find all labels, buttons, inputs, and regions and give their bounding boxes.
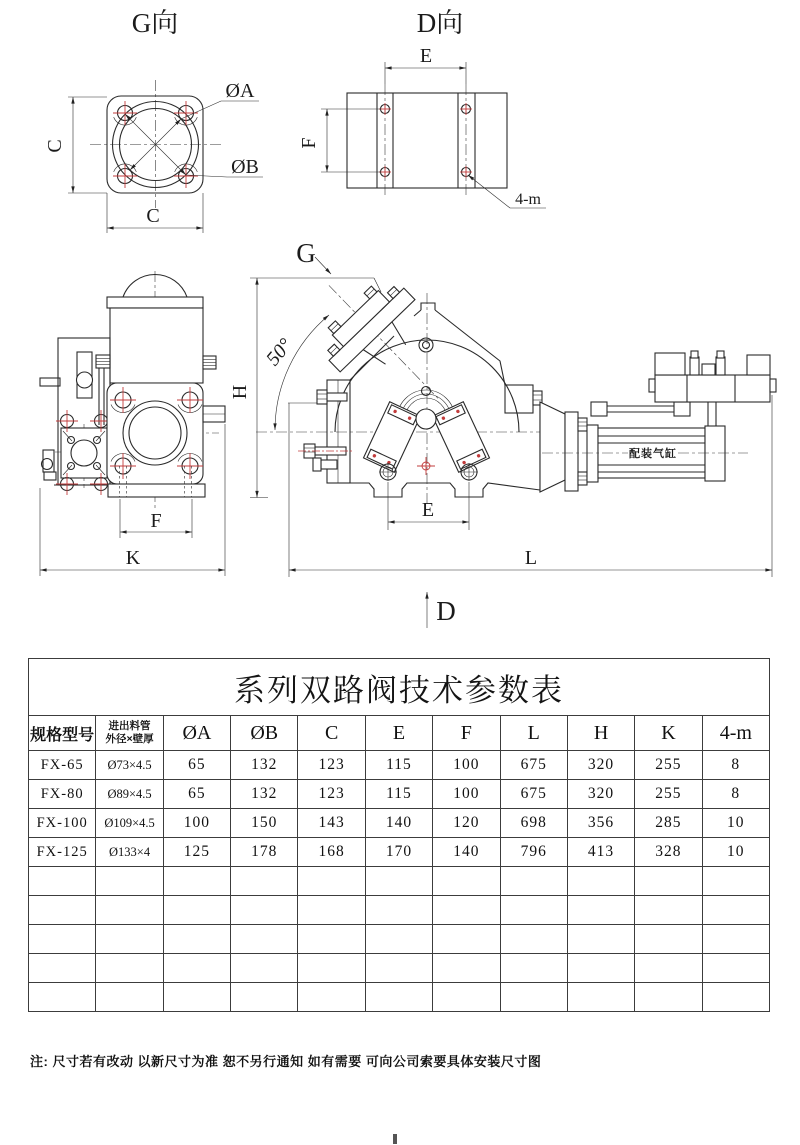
empty-cell xyxy=(96,925,163,954)
empty-cell xyxy=(567,867,634,896)
table-cell: 10 xyxy=(702,838,769,867)
spec-table xyxy=(28,658,770,1012)
g-view-title: G向 xyxy=(131,8,179,38)
table-cell: 100 xyxy=(163,809,230,838)
empty-cell xyxy=(702,925,769,954)
dim-f-side: F xyxy=(298,137,320,149)
table-cell: 140 xyxy=(433,838,500,867)
empty-cell xyxy=(163,896,230,925)
empty-cell xyxy=(365,954,432,983)
base-plate xyxy=(108,484,205,497)
mounting-plate xyxy=(565,412,578,491)
empty-cell xyxy=(298,896,365,925)
empty-cell xyxy=(163,925,230,954)
table-cell: FX-100 xyxy=(29,809,96,838)
table-cell: 285 xyxy=(635,809,702,838)
valve-manifold xyxy=(649,351,776,402)
empty-cell xyxy=(702,867,769,896)
empty-cell xyxy=(635,954,702,983)
front-view xyxy=(40,271,381,576)
empty-cell xyxy=(433,954,500,983)
empty-cell xyxy=(635,925,702,954)
empty-cell xyxy=(500,983,567,1012)
table-row xyxy=(29,751,770,780)
empty-cell xyxy=(702,983,769,1012)
angle-label: 50° xyxy=(261,334,297,370)
empty-table-row xyxy=(29,983,770,1012)
column-header-pipe: 进出料管 外径×壁厚 xyxy=(96,716,163,751)
empty-cell xyxy=(29,954,96,983)
dim-f-front: F xyxy=(150,510,162,532)
table-cell: 8 xyxy=(702,780,769,809)
cylinder-label: 配装气缸 xyxy=(629,448,677,460)
table-row xyxy=(29,780,770,809)
empty-cell xyxy=(29,925,96,954)
empty-table-row xyxy=(29,867,770,896)
empty-table-row xyxy=(29,954,770,983)
column-header-dim: L xyxy=(500,716,567,751)
empty-cell xyxy=(500,925,567,954)
valve-housing xyxy=(288,303,542,497)
empty-cell xyxy=(365,983,432,1012)
drive-plate xyxy=(61,428,107,478)
empty-cell xyxy=(500,954,567,983)
table-cell: 132 xyxy=(231,780,298,809)
empty-cell xyxy=(163,867,230,896)
table-cell: 115 xyxy=(365,751,432,780)
empty-cell xyxy=(231,867,298,896)
empty-cell xyxy=(298,867,365,896)
table-cell: 255 xyxy=(635,780,702,809)
front-flange xyxy=(107,383,203,484)
table-cell: 125 xyxy=(163,838,230,867)
table-cell: 796 xyxy=(500,838,567,867)
dim-e-side: E xyxy=(421,499,435,521)
table-cell: 100 xyxy=(433,751,500,780)
table-cell: 328 xyxy=(635,838,702,867)
dim-k: K xyxy=(125,547,141,569)
table-cell: Ø89×4.5 xyxy=(96,780,163,809)
empty-cell xyxy=(365,867,432,896)
fold-mark xyxy=(393,1134,397,1144)
table-cell: 698 xyxy=(500,809,567,838)
table-cell: 123 xyxy=(298,751,365,780)
empty-cell xyxy=(500,896,567,925)
table-cell: 115 xyxy=(365,780,432,809)
empty-cell xyxy=(163,954,230,983)
empty-cell xyxy=(29,867,96,896)
table-cell: 123 xyxy=(298,780,365,809)
table-cell: 150 xyxy=(231,809,298,838)
bolt-hole xyxy=(113,101,137,125)
empty-cell xyxy=(635,896,702,925)
empty-cell xyxy=(702,954,769,983)
table-cell: 675 xyxy=(500,780,567,809)
empty-cell xyxy=(433,867,500,896)
view-arrow-d: D xyxy=(436,596,456,626)
empty-cell xyxy=(231,896,298,925)
table-cell: 170 xyxy=(365,838,432,867)
table-cell: FX-80 xyxy=(29,780,96,809)
empty-cell xyxy=(163,983,230,1012)
d-view-title: D向 xyxy=(416,8,464,38)
table-cell: 178 xyxy=(231,838,298,867)
empty-cell xyxy=(365,925,432,954)
dim-h: H xyxy=(229,384,251,400)
dim-c-bottom: C xyxy=(146,205,160,227)
table-cell: FX-65 xyxy=(29,751,96,780)
empty-cell xyxy=(298,925,365,954)
empty-cell xyxy=(298,954,365,983)
table-header-row xyxy=(29,716,770,751)
column-header-dim: ØA xyxy=(163,716,230,751)
table-cell: 65 xyxy=(163,751,230,780)
empty-table-row xyxy=(29,925,770,954)
column-header-dim: F xyxy=(433,716,500,751)
table-cell: Ø109×4.5 xyxy=(96,809,163,838)
table-cell: 356 xyxy=(567,809,634,838)
empty-cell xyxy=(567,896,634,925)
table-cell: 65 xyxy=(163,780,230,809)
table-row xyxy=(29,838,770,867)
table-cell: 8 xyxy=(702,751,769,780)
empty-cell xyxy=(567,983,634,1012)
empty-cell xyxy=(365,896,432,925)
table-cell: Ø133×4 xyxy=(96,838,163,867)
table-title: 系列双路阀技术参数表 xyxy=(29,659,770,716)
empty-cell xyxy=(231,983,298,1012)
empty-table-row xyxy=(29,896,770,925)
table-cell: 413 xyxy=(567,838,634,867)
column-header-dim: H xyxy=(567,716,634,751)
rocker-mechanism xyxy=(363,387,489,482)
footnote: 注: 尺寸若有改动 以新尺寸为准 恕不另行通知 如有需要 可向公司索要具体安装尺寸图 xyxy=(30,1054,542,1069)
empty-cell xyxy=(500,867,567,896)
dim-e-top: E xyxy=(419,45,433,67)
column-header-dim: ØB xyxy=(231,716,298,751)
dim-l: L xyxy=(524,547,538,569)
table-cell: Ø73×4.5 xyxy=(96,751,163,780)
empty-cell xyxy=(635,983,702,1012)
table-cell: 132 xyxy=(231,751,298,780)
empty-cell xyxy=(702,896,769,925)
empty-cell xyxy=(567,954,634,983)
empty-cell xyxy=(29,896,96,925)
view-arrow-g: G xyxy=(296,238,316,268)
bracket-outline xyxy=(347,93,507,188)
table-cell: FX-125 xyxy=(29,838,96,867)
column-header-dim: C xyxy=(298,716,365,751)
table-cell: 320 xyxy=(567,780,634,809)
empty-cell xyxy=(96,867,163,896)
table-cell: 143 xyxy=(298,809,365,838)
column-header-dim: 4-m xyxy=(702,716,769,751)
column-header-model: 规格型号 xyxy=(29,716,96,751)
empty-cell xyxy=(433,925,500,954)
table-cell: 168 xyxy=(298,838,365,867)
table-row xyxy=(29,809,770,838)
empty-cell xyxy=(96,896,163,925)
bolt-hole xyxy=(113,164,137,188)
column-header-dim: E xyxy=(365,716,432,751)
table-cell: 100 xyxy=(433,780,500,809)
empty-cell xyxy=(29,983,96,1012)
table-cell: 140 xyxy=(365,809,432,838)
d-view xyxy=(298,8,546,208)
table-cell: 255 xyxy=(635,751,702,780)
empty-cell xyxy=(298,983,365,1012)
cylinder-assembly xyxy=(540,351,776,492)
empty-cell xyxy=(433,983,500,1012)
empty-cell xyxy=(96,983,163,1012)
table-cell: 320 xyxy=(567,751,634,780)
hole-count-label: 4-m xyxy=(515,191,541,208)
empty-cell xyxy=(567,925,634,954)
g-view xyxy=(44,8,263,233)
table-cell: 675 xyxy=(500,751,567,780)
column-header-dim: K xyxy=(635,716,702,751)
table-cell: 120 xyxy=(433,809,500,838)
bolt-hole xyxy=(174,164,198,188)
empty-cell xyxy=(96,954,163,983)
table-cell: 10 xyxy=(702,809,769,838)
empty-cell xyxy=(635,867,702,896)
empty-cell xyxy=(231,954,298,983)
hole-label-b: ØB xyxy=(231,156,259,178)
empty-cell xyxy=(231,925,298,954)
hole-label-a: ØA xyxy=(225,80,255,102)
empty-cell xyxy=(433,896,500,925)
dim-c-side: C xyxy=(44,139,66,153)
valve-body xyxy=(110,308,203,383)
